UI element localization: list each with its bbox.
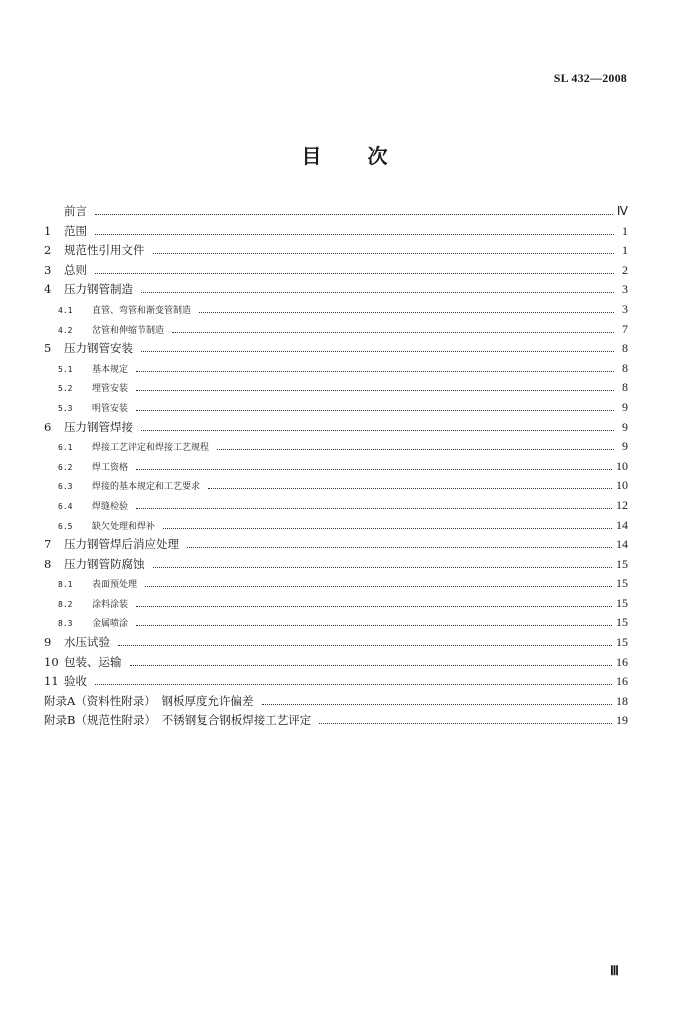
toc-leader-dots	[95, 234, 614, 235]
toc-entry[interactable]	[44, 574, 628, 594]
toc-entry-number: 4.1	[58, 305, 73, 315]
toc-entry[interactable]	[44, 359, 628, 379]
toc-entry-number: 6.1	[58, 443, 73, 453]
toc-leader-dots	[136, 410, 614, 411]
toc-entry-number: 7	[44, 537, 52, 552]
toc-leader-dots	[136, 606, 612, 607]
toc-entry-label: 焊接工艺评定和焊接工艺规程	[92, 443, 210, 454]
toc-entry[interactable]	[44, 261, 628, 281]
toc-entry-number: 6.3	[58, 482, 73, 492]
toc-entry-label: 焊接的基本规定和工艺要求	[92, 482, 201, 493]
toc-entry-number: 3	[44, 262, 52, 277]
toc-entry-number: 5.3	[58, 403, 73, 413]
toc-leader-dots	[187, 547, 612, 548]
toc-entry-page: 15	[616, 556, 628, 571]
toc-entry-number: 6.5	[58, 521, 73, 531]
toc-entry-label: 压力钢管制造	[64, 282, 133, 297]
toc-entry-label: 金属喷涂	[92, 619, 129, 630]
toc-entry-label: 验收	[64, 674, 87, 689]
toc-entry-label: 前言	[64, 204, 87, 218]
toc-entry-label: 涂料涂装	[92, 599, 129, 610]
toc-leader-dots	[136, 508, 612, 509]
toc-entry-page: Ⅳ	[616, 204, 628, 218]
toc-entry[interactable]	[44, 692, 628, 712]
toc-leader-dots	[153, 253, 615, 254]
toc-entry[interactable]	[44, 202, 628, 222]
toc-entry[interactable]	[44, 672, 628, 692]
toc-entry-page: 8	[622, 380, 628, 395]
toc-entry-label: 缺欠处理和焊补	[92, 521, 156, 532]
toc-entry[interactable]	[44, 653, 628, 673]
toc-entry[interactable]	[44, 594, 628, 614]
toc-leader-dots	[153, 567, 613, 568]
toc-entry[interactable]	[44, 378, 628, 398]
toc-entry[interactable]	[44, 613, 628, 633]
toc-entry-number: 4	[44, 282, 52, 297]
toc-entry-number: 5.1	[58, 364, 73, 374]
toc-entry-page: 1	[622, 243, 628, 258]
toc-leader-dots	[136, 390, 614, 391]
toc-entry-page: 14	[616, 537, 628, 552]
toc-entry-label: （资料性附录） 钢板厚度允许偏差	[75, 693, 254, 708]
toc-entry[interactable]	[44, 320, 628, 340]
toc-leader-dots	[136, 625, 612, 626]
toc-entry[interactable]	[44, 535, 628, 555]
toc-entry[interactable]	[44, 300, 628, 320]
toc-entry-label: （规范性附录） 不锈钢复合钢板焊接工艺评定	[75, 713, 312, 728]
toc-entry-page: 15	[616, 595, 628, 610]
toc-entry-page: 15	[616, 615, 628, 630]
toc-entry[interactable]	[44, 222, 628, 242]
toc-leader-dots	[262, 704, 612, 705]
toc-entry-page: 8	[622, 341, 628, 356]
toc-entry-page: 2	[622, 262, 628, 277]
toc-entry-label: 焊工资格	[92, 462, 129, 473]
standard-code: SL 432—2008	[553, 71, 627, 85]
toc-entry[interactable]	[44, 398, 628, 418]
toc-entry-label: 总则	[64, 262, 87, 277]
toc-entry-page: 1	[622, 223, 628, 238]
toc-entry-label: 范围	[64, 223, 87, 238]
page-number: Ⅲ	[610, 963, 619, 978]
toc-entry-number: 8.1	[58, 580, 73, 590]
toc-entry-number: 8	[44, 556, 52, 571]
toc-entry-label: 包装、运输	[64, 654, 122, 669]
toc-leader-dots	[141, 351, 614, 352]
toc-entry-number: 附录A	[44, 693, 76, 708]
toc-entry-label: 埋管安装	[92, 384, 129, 395]
toc-entry-page: 16	[616, 654, 628, 669]
toc-entry-number: 8.3	[58, 619, 73, 629]
toc-leader-dots	[118, 645, 612, 646]
toc-entry-label: 压力钢管安装	[64, 341, 133, 356]
toc-entry-page: 10	[616, 478, 628, 493]
toc-entry-page: 3	[622, 301, 628, 316]
toc-entry-number: 2	[44, 243, 52, 258]
toc-entry-number: 5.2	[58, 384, 73, 394]
toc-entry-page: 7	[622, 321, 628, 336]
toc-entry[interactable]	[44, 496, 628, 516]
toc-entry-number: 11	[44, 674, 59, 689]
toc-leader-dots	[130, 665, 613, 666]
toc-entry-label: 水压试验	[64, 635, 110, 650]
toc-entry-page: 18	[616, 693, 628, 708]
toc-entry-number: 6	[44, 419, 52, 434]
toc-entry-page: 8	[622, 360, 628, 375]
toc-leader-dots	[136, 469, 612, 470]
toc-entry-label: 岔管和伸缩节制造	[92, 325, 165, 336]
toc-entry[interactable]	[44, 241, 628, 261]
toc-leader-dots	[145, 586, 612, 587]
toc-leader-dots	[208, 488, 612, 489]
toc-entry-page: 19	[616, 713, 628, 728]
toc-leader-dots	[172, 332, 614, 333]
toc-entry[interactable]	[44, 516, 628, 536]
toc-leader-dots	[199, 312, 614, 313]
toc-entry-number: 6.4	[58, 501, 73, 511]
toc-entry-number: 10	[44, 654, 59, 669]
toc-entry-label: 基本规定	[92, 364, 129, 375]
toc-leader-dots	[136, 371, 614, 372]
toc-entry-label: 焊缝检验	[92, 501, 129, 512]
toc-entry-page: 14	[616, 517, 628, 532]
toc-entry[interactable]	[44, 437, 628, 457]
toc-entry-page: 15	[616, 635, 628, 650]
toc-entry-label: 规范性引用文件	[64, 243, 145, 258]
toc-leader-dots	[141, 430, 614, 431]
toc-entry[interactable]	[44, 476, 628, 496]
toc-entry-label: 直管、弯管和渐变管制造	[92, 305, 192, 316]
toc-entry-page: 15	[616, 576, 628, 591]
toc-entry-page: 12	[616, 497, 628, 512]
toc-entry-number: 6.2	[58, 462, 73, 472]
toc-entry[interactable]	[44, 339, 628, 359]
toc-leader-dots	[163, 528, 612, 529]
toc-entry-number: 4.2	[58, 325, 73, 335]
toc-entry[interactable]	[44, 418, 628, 438]
toc-entry-number: 8.2	[58, 599, 73, 609]
toc-entry[interactable]	[44, 711, 628, 731]
toc-leader-dots	[217, 449, 614, 450]
toc-entry-label: 明管安装	[92, 403, 129, 414]
toc-leader-dots	[95, 684, 612, 685]
toc-entry-label: 压力钢管焊后消应处理	[64, 537, 179, 552]
toc-entry-number: 1	[44, 223, 52, 238]
toc-entry-label: 压力钢管焊接	[64, 419, 133, 434]
toc-entry-page: 10	[616, 458, 628, 473]
toc-entry-number: 附录B	[44, 713, 76, 728]
toc-entry-page: 3	[622, 282, 628, 297]
toc-entry-number: 5	[44, 341, 52, 356]
toc-leader-dots	[141, 292, 614, 293]
toc-entry[interactable]	[44, 633, 628, 653]
toc-leader-dots	[95, 273, 614, 274]
toc-leader-dots	[95, 214, 613, 215]
toc-entry-page: 9	[622, 399, 628, 414]
toc-entry[interactable]	[44, 280, 628, 300]
toc-entry-label: 压力钢管防腐蚀	[64, 556, 145, 571]
toc-leader-dots	[319, 723, 612, 724]
table-of-contents	[44, 202, 628, 731]
toc-entry-label: 表面预处理	[92, 580, 138, 591]
toc-entry-page: 9	[622, 419, 628, 434]
toc-entry[interactable]	[44, 555, 628, 575]
toc-entry-page: 16	[616, 674, 628, 689]
page-title: 目次	[301, 144, 434, 168]
toc-entry[interactable]	[44, 457, 628, 477]
toc-entry-page: 9	[622, 439, 628, 454]
toc-entry-number: 9	[44, 635, 52, 650]
